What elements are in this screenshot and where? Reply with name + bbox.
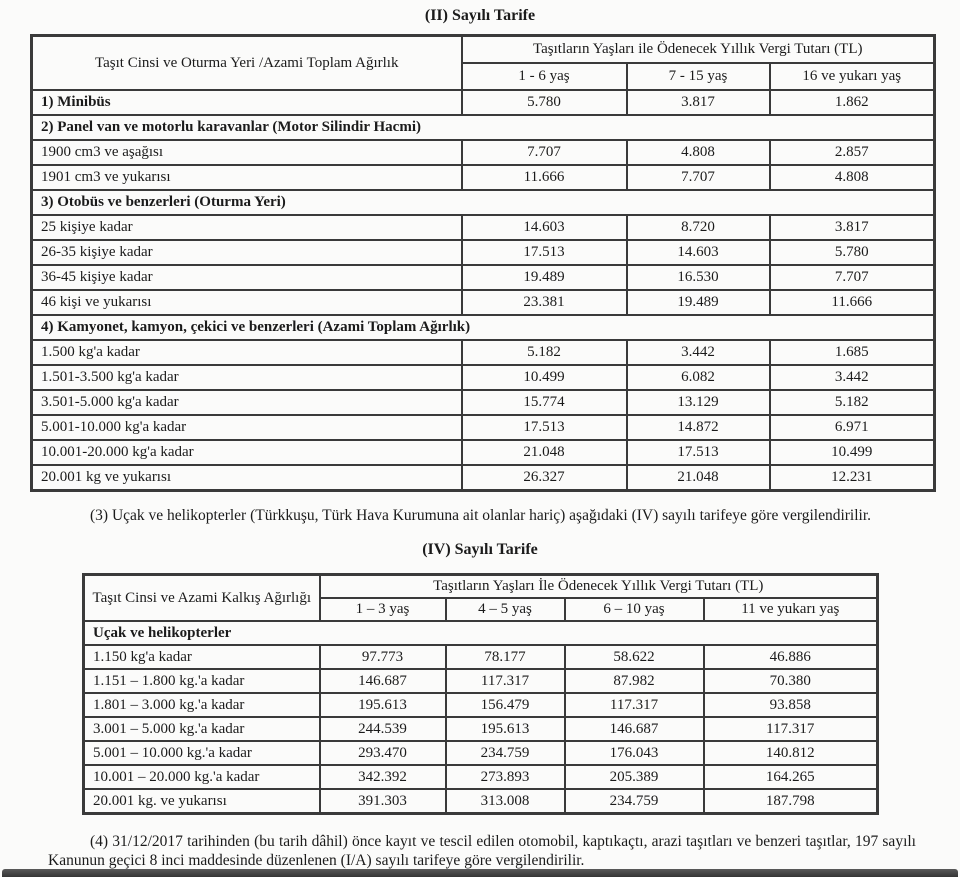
column-header-tax-group: Taşıtların Yaşları ile Ödenecek Yıllık Vergi Tutarı (TL) [462,36,935,64]
column-header-vehicle-type: Taşıt Cinsi ve Oturma Yeri /Azami Toplam Ağırlık [32,36,462,91]
tax-value: 156.479 [446,693,565,717]
row-label: 10.001-20.000 kg'a kadar [32,440,462,465]
tax-value: 7.707 [627,165,770,190]
row-label: 5.001 – 10.000 kg.'a kadar [84,741,320,765]
tax-value: 117.317 [704,717,878,741]
column-header-age-16-plus: 16 ve yukarı yaş [770,63,935,90]
table-row [32,215,935,240]
column-header-age-1-3: 1 – 3 yaş [320,598,446,621]
table-row [32,290,935,315]
tariff-table-iv-body [84,621,878,814]
table-row [32,240,935,265]
tax-value: 10.499 [462,365,627,390]
row-label: 1.801 – 3.000 kg.'a kadar [84,693,320,717]
column-header-age-1-6: 1 - 6 yaş [462,63,627,90]
tax-value: 19.489 [627,290,770,315]
tax-value: 11.666 [770,290,935,315]
tax-value: 4.808 [627,140,770,165]
tax-value: 234.759 [565,789,704,814]
tax-value: 21.048 [462,440,627,465]
row-label: 3.001 – 5.000 kg.'a kadar [84,717,320,741]
column-header-age-11-plus: 11 ve yukarı yaş [704,598,878,621]
tax-value: 3.817 [627,90,770,115]
tax-value: 146.687 [565,717,704,741]
row-label: 26-35 kişiye kadar [32,240,462,265]
tax-value: 21.048 [627,465,770,491]
tax-value: 87.982 [565,669,704,693]
tax-value: 14.872 [627,415,770,440]
section-row [32,190,935,215]
tax-value: 19.489 [462,265,627,290]
tax-value: 3.817 [770,215,935,240]
section-row [84,621,878,645]
tariff-table-ii [30,34,936,492]
table-row [32,365,935,390]
tax-value: 234.759 [446,741,565,765]
tax-value: 146.687 [320,669,446,693]
row-label: 1.150 kg'a kadar [84,645,320,669]
tax-value: 17.513 [627,440,770,465]
row-label: 1) Minibüs [32,90,462,115]
table-row [32,90,935,115]
table-row [84,765,878,789]
row-label: 1.151 – 1.800 kg.'a kadar [84,669,320,693]
table-row [32,165,935,190]
tax-value: 17.513 [462,240,627,265]
tariff-table-ii-header [32,36,935,91]
tax-value: 16.530 [627,265,770,290]
table-row [84,789,878,814]
tax-value: 176.043 [565,741,704,765]
tax-value: 117.317 [446,669,565,693]
section-label: 3) Otobüs ve benzerleri (Oturma Yeri) [32,190,935,215]
tax-value: 13.129 [627,390,770,415]
table-row [32,415,935,440]
tax-value: 7.707 [770,265,935,290]
tax-value: 10.499 [770,440,935,465]
row-label: 1901 cm3 ve yukarısı [32,165,462,190]
tax-value: 205.389 [565,765,704,789]
table-row [32,340,935,365]
row-label: 20.001 kg ve yukarısı [32,465,462,491]
note-paragraph-3: (3) Uçak ve helikopterler (Türkkuşu, Türk Hava Kurumuna ait olanlar hariç) aşağıdaki (IV) sayılı tarifeye göre vergilendirilir. [90,507,872,524]
column-header-age-4-5: 4 – 5 yaş [446,598,565,621]
section-label: 2) Panel van ve motorlu karavanlar (Motor Silindir Hacmi) [32,115,935,140]
tax-value: 3.442 [627,340,770,365]
table-row [84,645,878,669]
row-label: 36-45 kişiye kadar [32,265,462,290]
tax-value: 4.808 [770,165,935,190]
tax-value: 93.858 [704,693,878,717]
tax-value: 6.971 [770,415,935,440]
tax-value: 391.303 [320,789,446,814]
tax-value: 5.780 [462,90,627,115]
tax-value: 70.380 [704,669,878,693]
tax-value: 1.862 [770,90,935,115]
tax-value: 5.182 [462,340,627,365]
tax-value: 195.613 [446,717,565,741]
header-row-top [32,36,935,64]
column-header-vehicle-type: Taşıt Cinsi ve Azami Kalkış Ağırlığı [84,575,320,622]
tax-value: 195.613 [320,693,446,717]
table-row [32,465,935,491]
tax-value: 97.773 [320,645,446,669]
column-header-tax-group: Taşıtların Yaşları İle Ödenecek Yıllık Vergi Tutarı (TL) [320,575,878,599]
tariff-ii-title: (II) Sayılı Tarife [424,7,536,24]
tax-value: 7.707 [462,140,627,165]
tax-value: 6.082 [627,365,770,390]
table-row [32,265,935,290]
tax-value: 3.442 [770,365,935,390]
tax-value: 46.886 [704,645,878,669]
table-row [84,693,878,717]
row-label: 25 kişiye kadar [32,215,462,240]
tax-value: 12.231 [770,465,935,491]
tax-value: 14.603 [462,215,627,240]
section-row [32,315,935,340]
tax-value: 15.774 [462,390,627,415]
tax-value: 58.622 [565,645,704,669]
table-row [84,717,878,741]
tax-value: 8.720 [627,215,770,240]
tariff-table-iv [82,573,879,815]
row-label: 1.500 kg'a kadar [32,340,462,365]
tax-value: 342.392 [320,765,446,789]
tax-value: 164.265 [704,765,878,789]
tax-value: 26.327 [462,465,627,491]
table-row [84,669,878,693]
row-label: 5.001-10.000 kg'a kadar [32,415,462,440]
row-label: 3.501-5.000 kg'a kadar [32,390,462,415]
note-paragraph-4: (4) 31/12/2017 tarihinden (bu tarih dâhil) önce kayıt ve tescil edilen otomobil, kaptıkaçtı, arazi taşıtları ve benzeri taşıtlar, 197 sayılı Kanunun geçici 8 inci maddesinde düzenlenen (I/A) sayılı tarifeye göre vergilendirilir. [48,833,916,869]
tax-value: 5.780 [770,240,935,265]
row-label: 1.501-3.500 kg'a kadar [32,365,462,390]
section-row [32,115,935,140]
tax-value: 1.685 [770,340,935,365]
tax-value: 11.666 [462,165,627,190]
tariff-table-iv-header [84,575,878,622]
section-label: Uçak ve helikopterler [84,621,878,645]
tax-value: 5.182 [770,390,935,415]
tax-value: 78.177 [446,645,565,669]
column-header-age-6-10: 6 – 10 yaş [565,598,704,621]
row-label: 46 kişi ve yukarısı [32,290,462,315]
bottom-scroll-bar [2,869,958,877]
table-row [84,741,878,765]
table-row [32,440,935,465]
tax-value: 14.603 [627,240,770,265]
tax-value: 117.317 [565,693,704,717]
row-label: 1900 cm3 ve aşağısı [32,140,462,165]
table-row [32,390,935,415]
table-row [32,140,935,165]
row-label: 20.001 kg. ve yukarısı [84,789,320,814]
column-header-age-7-15: 7 - 15 yaş [627,63,770,90]
header-row-top [84,575,878,599]
tax-value: 293.470 [320,741,446,765]
tax-value: 187.798 [704,789,878,814]
section-label: 4) Kamyonet, kamyon, çekici ve benzerleri (Azami Toplam Ağırlık) [32,315,935,340]
tariff-table-ii-body [32,90,935,491]
row-label: 10.001 – 20.000 kg.'a kadar [84,765,320,789]
tax-value: 2.857 [770,140,935,165]
tax-value: 244.539 [320,717,446,741]
tariff-iv-title: (IV) Sayılı Tarife [422,541,538,558]
tax-value: 273.893 [446,765,565,789]
tax-value: 140.812 [704,741,878,765]
tax-value: 17.513 [462,415,627,440]
tax-value: 313.008 [446,789,565,814]
tax-value: 23.381 [462,290,627,315]
